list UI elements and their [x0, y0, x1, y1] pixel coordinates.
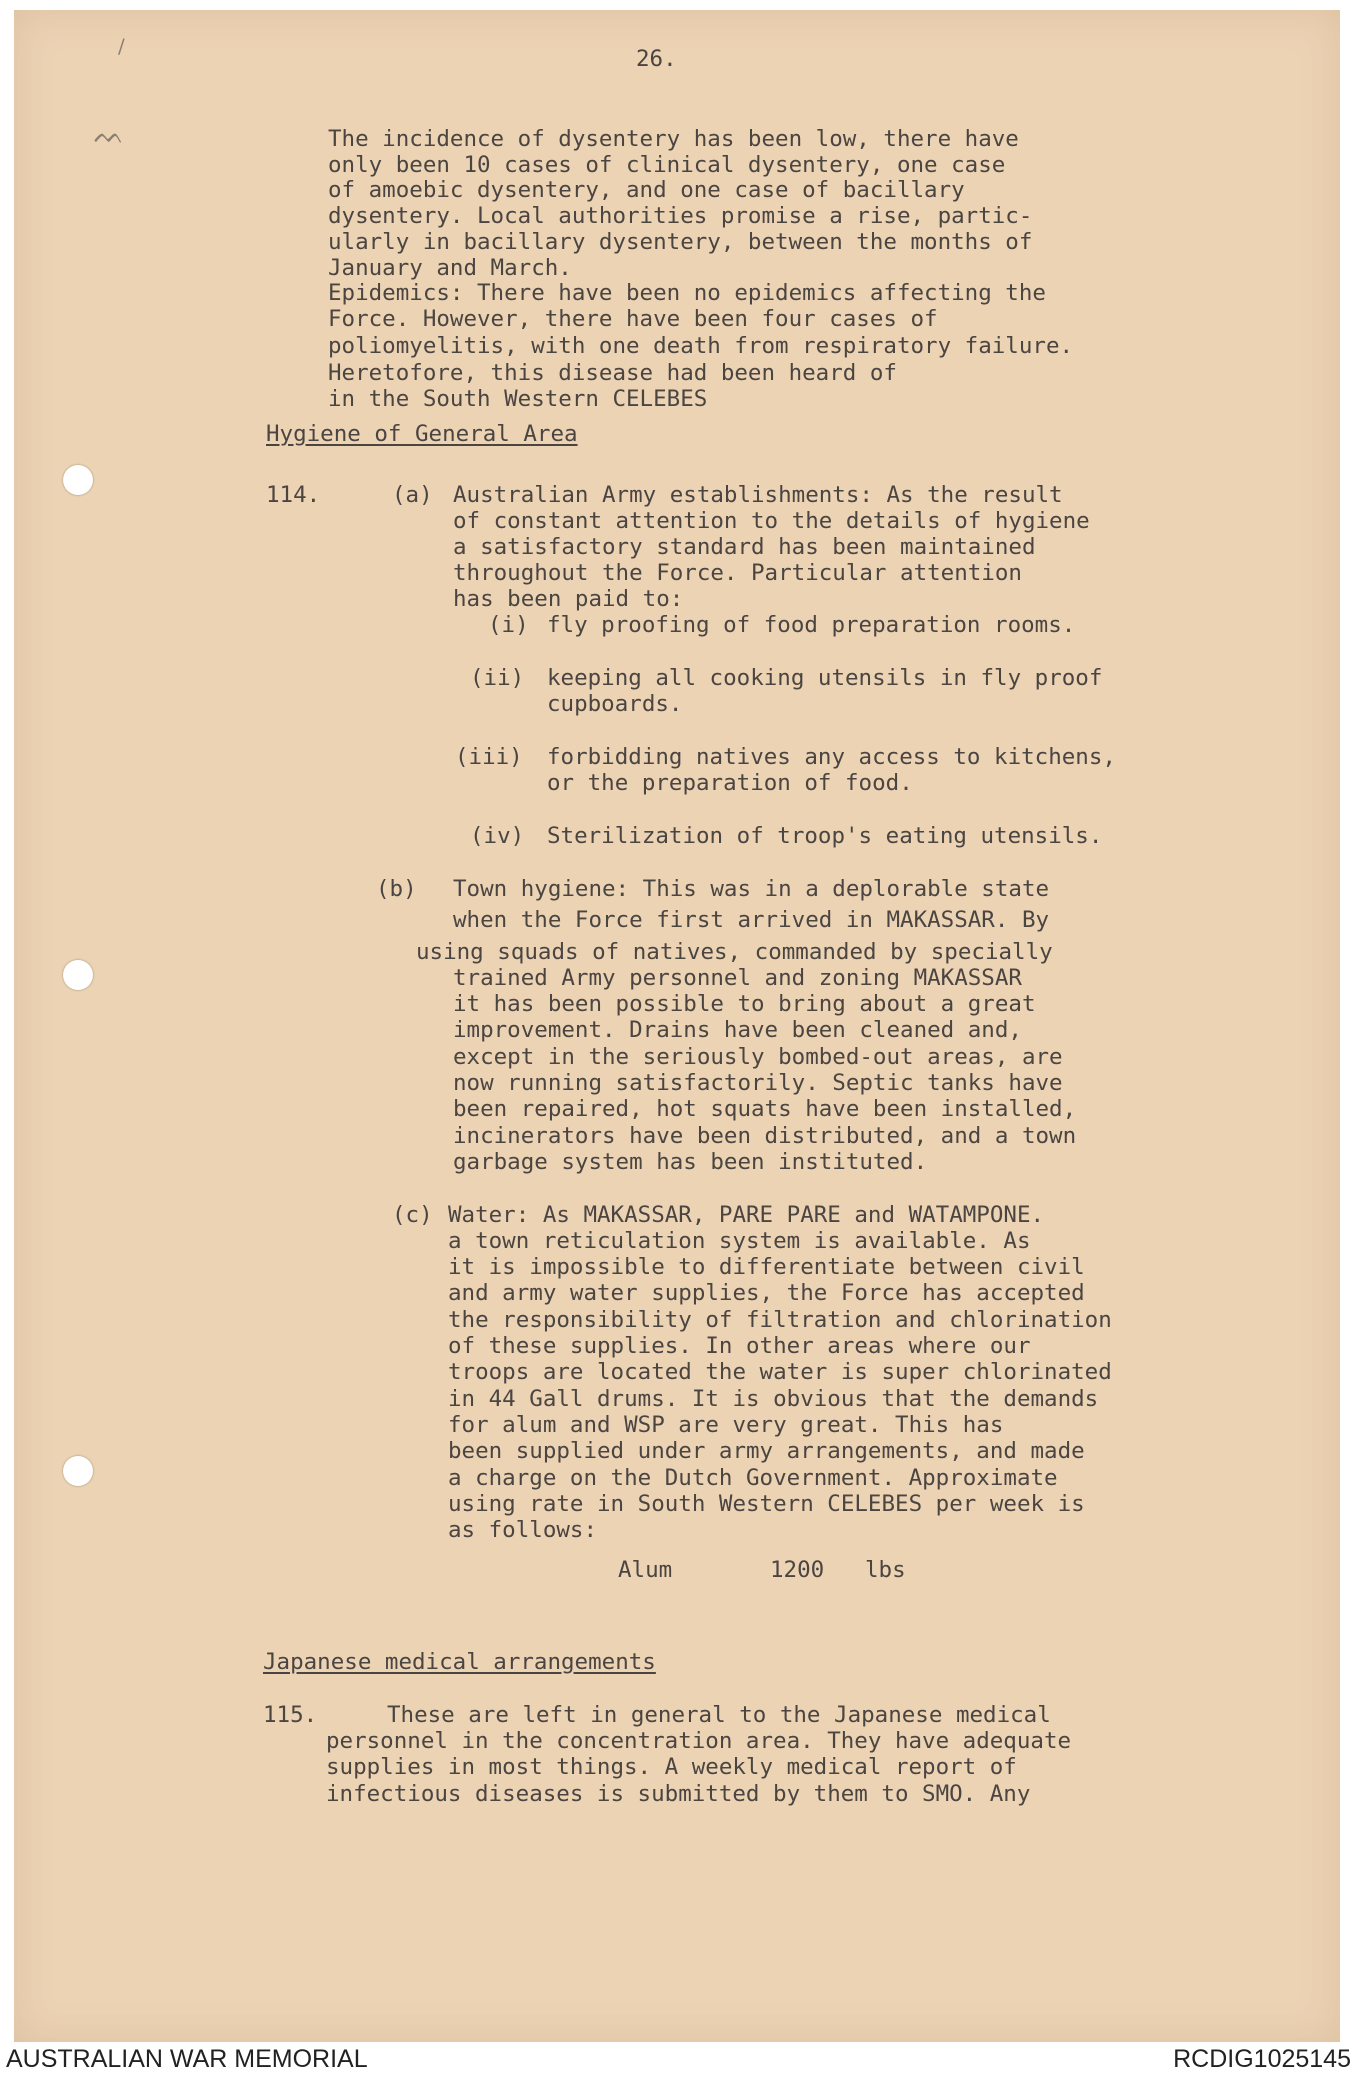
sub-item-label: (iii) [455, 744, 523, 770]
text-line: and army water supplies, the Force has accepted [448, 1280, 1085, 1306]
text-line: incinerators have been distributed, and a town [453, 1123, 1077, 1149]
text-line: been repaired, hot squats have been installed, [453, 1096, 1077, 1122]
text-line: as follows: [448, 1517, 598, 1543]
alum-quantity: 1200 [770, 1557, 825, 1583]
text-line: Australian Army establishments: As the result [453, 482, 1063, 508]
text-line: been supplied under army arrangements, and made [448, 1438, 1085, 1464]
text-line: except in the seriously bombed-out areas, are [453, 1044, 1063, 1070]
text-line: Water: As MAKASSAR, PARE PARE and WATAMPONE. [448, 1202, 1045, 1228]
text-line: Heretofore, this disease had been heard of [328, 360, 897, 386]
text-line: troops are located the water is super chlorinated [448, 1359, 1112, 1385]
sub-item-label: (i) [488, 612, 529, 638]
text-line: January and March. [328, 255, 572, 281]
sub-item-text: or the preparation of food. [547, 770, 913, 796]
text-line: a charge on the Dutch Government. Approximate [448, 1465, 1058, 1491]
text-line: of these supplies. In other areas where our [448, 1333, 1031, 1359]
alum-item: Alum [618, 1557, 673, 1583]
text-line: poliomyelitis, with one death from respiratory failure. [328, 333, 1074, 359]
text-line: in 44 Gall drums. It is obvious that the demands [448, 1386, 1099, 1412]
text-line: trained Army personnel and zoning MAKASSAR [453, 965, 1022, 991]
paragraph-number-114: 114. [266, 482, 321, 508]
text-line: infectious diseases is submitted by them to SMO. Any [326, 1781, 1031, 1807]
section-heading-hygiene: Hygiene of General Area [266, 421, 578, 447]
sub-item-label: (iv) [470, 823, 525, 849]
text-line: These are left in general to the Japanese medical [387, 1702, 1051, 1728]
section-heading-japanese: Japanese medical arrangements [263, 1649, 656, 1675]
item-label-c: (c) [392, 1202, 433, 1228]
sub-item-text: forbidding natives any access to kitchens, [547, 744, 1116, 770]
text-line: improvement. Drains have been cleaned and, [453, 1017, 1022, 1043]
item-label-a: (a) [392, 482, 433, 508]
text-line: a town reticulation system is available. As [448, 1228, 1031, 1254]
text-line: throughout the Force. Particular attention [453, 560, 1022, 586]
text-line: The incidence of dysentery has been low, there have [328, 126, 1019, 152]
page-number: 26. [636, 46, 677, 72]
paragraph-number-115: 115. [263, 1702, 318, 1728]
text-line: when the Force first arrived in MAKASSAR. By [453, 907, 1050, 933]
item-label-b: (b) [376, 876, 417, 902]
punch-hole [63, 1456, 93, 1486]
text-line: dysentery. Local authorities promise a rise, partic- [328, 203, 1033, 229]
sub-item-text: fly proofing of food preparation rooms. [547, 612, 1076, 638]
punch-hole [63, 960, 93, 990]
text-line: Epidemics: There have been no epidemics affecting the [328, 280, 1046, 306]
pencil-mark: ᨓ [94, 120, 125, 150]
text-line: supplies in most things. A weekly medical report of [326, 1754, 1017, 1780]
sub-item-label: (ii) [470, 665, 525, 691]
text-line: in the South Western CELEBES [328, 386, 708, 412]
text-line: ularly in bacillary dysentery, between the months of [328, 229, 1033, 255]
text-line: has been paid to: [453, 586, 684, 612]
text-line: the responsibility of filtration and chlorination [448, 1307, 1112, 1333]
text-line: for alum and WSP are very great. This has [448, 1412, 1004, 1438]
text-line: it has been possible to bring about a great [453, 991, 1036, 1017]
footer-record-id: RCDIG1025145 [1173, 2045, 1351, 2073]
text-line: of constant attention to the details of hygiene [453, 508, 1090, 534]
text-line: Town hygiene: This was in a deplorable state [453, 876, 1050, 902]
sub-item-text: Sterilization of troop's eating utensils. [547, 823, 1103, 849]
text-line: only been 10 cases of clinical dysentery, one case [328, 152, 1006, 178]
sub-item-text: cupboards. [547, 691, 683, 717]
alum-unit: lbs [865, 1557, 906, 1583]
text-line: a satisfactory standard has been maintained [453, 534, 1036, 560]
text-line: of amoebic dysentery, and one case of bacillary [328, 177, 965, 203]
pencil-mark: / [118, 34, 125, 58]
text-line: now running satisfactorily. Septic tanks have [453, 1070, 1063, 1096]
text-line: it is impossible to differentiate between civil [448, 1254, 1085, 1280]
text-line: Force. However, there have been four cases of [328, 306, 938, 332]
footer-institution: AUSTRALIAN WAR MEMORIAL [6, 2045, 368, 2073]
text-line: using squads of natives, commanded by specially [416, 939, 1053, 965]
text-line: personnel in the concentration area. They have adequate [326, 1728, 1072, 1754]
text-line: garbage system has been instituted. [453, 1149, 928, 1175]
sub-item-text: keeping all cooking utensils in fly proof [547, 665, 1103, 691]
punch-hole [63, 465, 93, 495]
text-line: using rate in South Western CELEBES per week is [448, 1491, 1085, 1517]
